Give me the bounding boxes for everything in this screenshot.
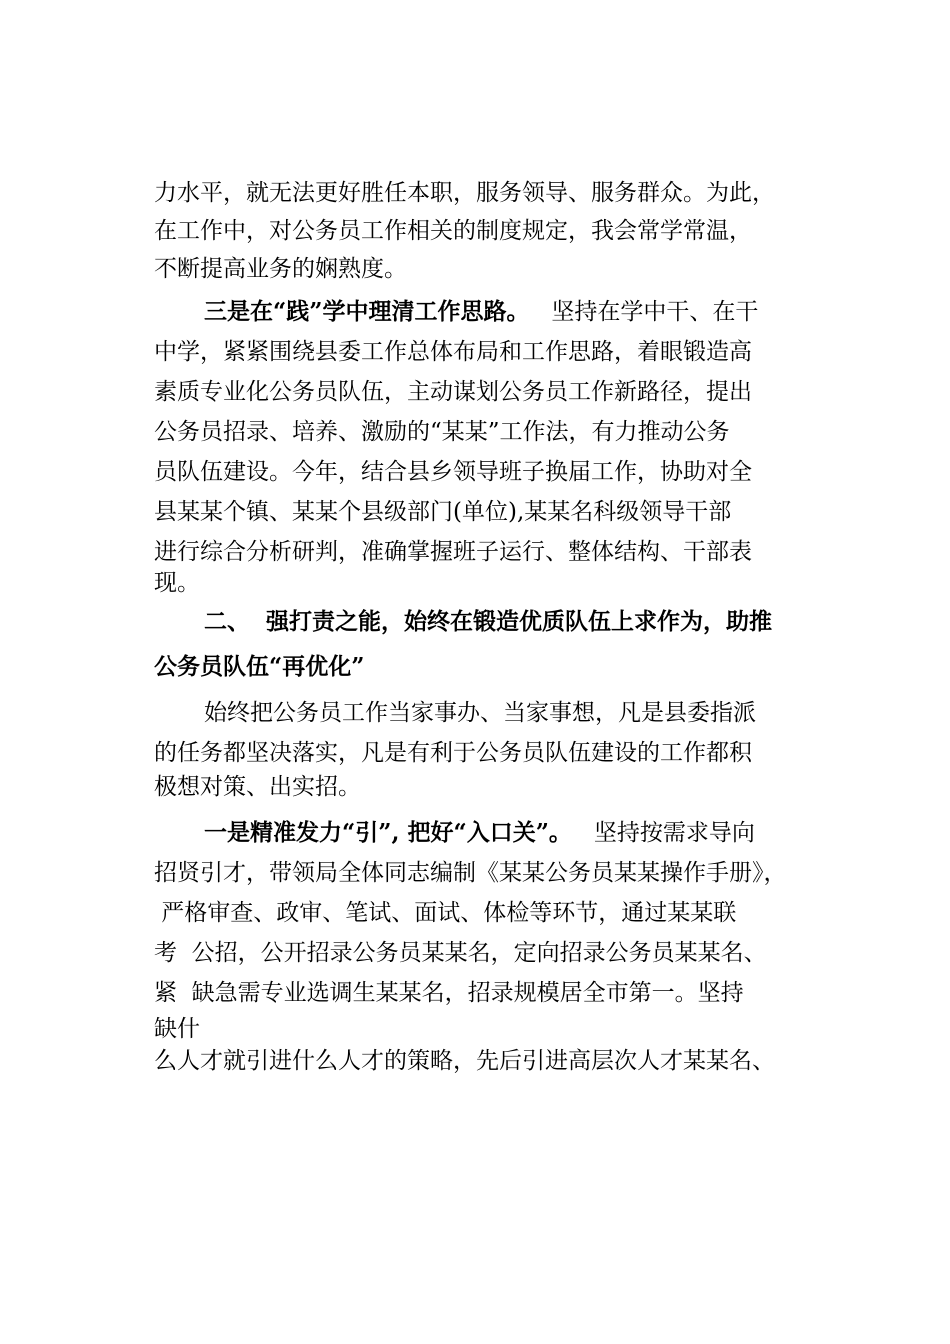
- text-line: [154, 858, 787, 888]
- body-text: 县某某个镇、某某个县级部门(单位),某某名科级领导干部: [154, 499, 732, 525]
- body-text: 力水平，就无法更好胜任本职，服务领导、服务群众。为此，: [154, 180, 775, 206]
- body-text: 坚持按需求导向: [571, 820, 755, 846]
- body-text: 么人才就引进什么人才的策略，先后引进高层次人才某某名、: [154, 1048, 775, 1074]
- text-line: [154, 938, 767, 968]
- text-line: [154, 978, 744, 1008]
- body-text: 始终把公务员工作当家事办、当家事想，凡是县委指派: [204, 700, 756, 726]
- text-line: [154, 1046, 775, 1076]
- text-line: [154, 537, 752, 567]
- text-line: [204, 297, 758, 327]
- text-line: [154, 652, 364, 682]
- text-line: [154, 497, 731, 527]
- body-text: 的任务都坚决落实，凡是有利于公务员队伍建设的工作都积: [154, 740, 752, 766]
- body-text: 考 公招，公开招录公务员某某名，定向招录公务员某某名、: [154, 940, 767, 966]
- body-text: 公务员招录、培养、激励的“某某”工作法，有力推动公务: [154, 419, 730, 445]
- body-text: 在工作中，对公务员工作相关的制度规定，我会常学常温，: [154, 218, 752, 244]
- bold-heading-text: 一是精准发力“引”, 把好“入口关”。: [204, 819, 572, 846]
- text-line: [154, 178, 775, 208]
- text-line: [154, 377, 752, 407]
- text-line: [154, 568, 200, 598]
- text-line: [204, 698, 756, 728]
- body-text: 紧 缺急需专业选调生某某名，招录规模居全市第一。坚持: [154, 980, 744, 1006]
- text-line: [204, 607, 772, 637]
- body-text: 素质专业化公务员队伍，主动谋划公务员工作新路径，提出: [154, 379, 752, 405]
- body-text: 缺什: [154, 1016, 200, 1042]
- bold-heading-text: 二、 强打责之能，始终在锻造优质队伍上求作为，助推: [204, 608, 773, 635]
- text-line: [154, 337, 752, 367]
- body-text: 严格审查、政审、笔试、面试、体检等环节，通过某某联: [154, 900, 737, 926]
- text-line: [154, 738, 752, 768]
- body-text: 进行综合分析研判，准确掌握班子运行、整体结构、干部表: [154, 539, 752, 565]
- text-line: [154, 216, 752, 246]
- text-line: [154, 417, 730, 447]
- text-line: [154, 1014, 200, 1044]
- body-text: 坚持在学中干、在干: [529, 299, 759, 325]
- text-line: [154, 457, 752, 487]
- body-text: 现。: [154, 570, 200, 596]
- text-line: [154, 898, 736, 928]
- text-line: [204, 818, 755, 848]
- text-line: [154, 772, 361, 802]
- body-text: 员队伍建设。今年，结合县乡领导班子换届工作，协助对全: [154, 459, 752, 485]
- bold-heading-text: 三是在“践”学中理清工作思路。: [204, 298, 530, 325]
- body-text: 中学，紧紧围绕县委工作总体布局和工作思路，着眼锻造高: [154, 339, 752, 365]
- body-text: 极想对策、出实招。: [154, 774, 361, 800]
- text-line: [154, 254, 407, 284]
- body-text: 不断提高业务的娴熟度。: [154, 256, 407, 282]
- bold-heading-text: 公务员队伍“再优化”: [154, 653, 365, 680]
- body-text: 招贤引才，带领局全体同志编制《某某公务员某某操作手册》，: [154, 860, 787, 886]
